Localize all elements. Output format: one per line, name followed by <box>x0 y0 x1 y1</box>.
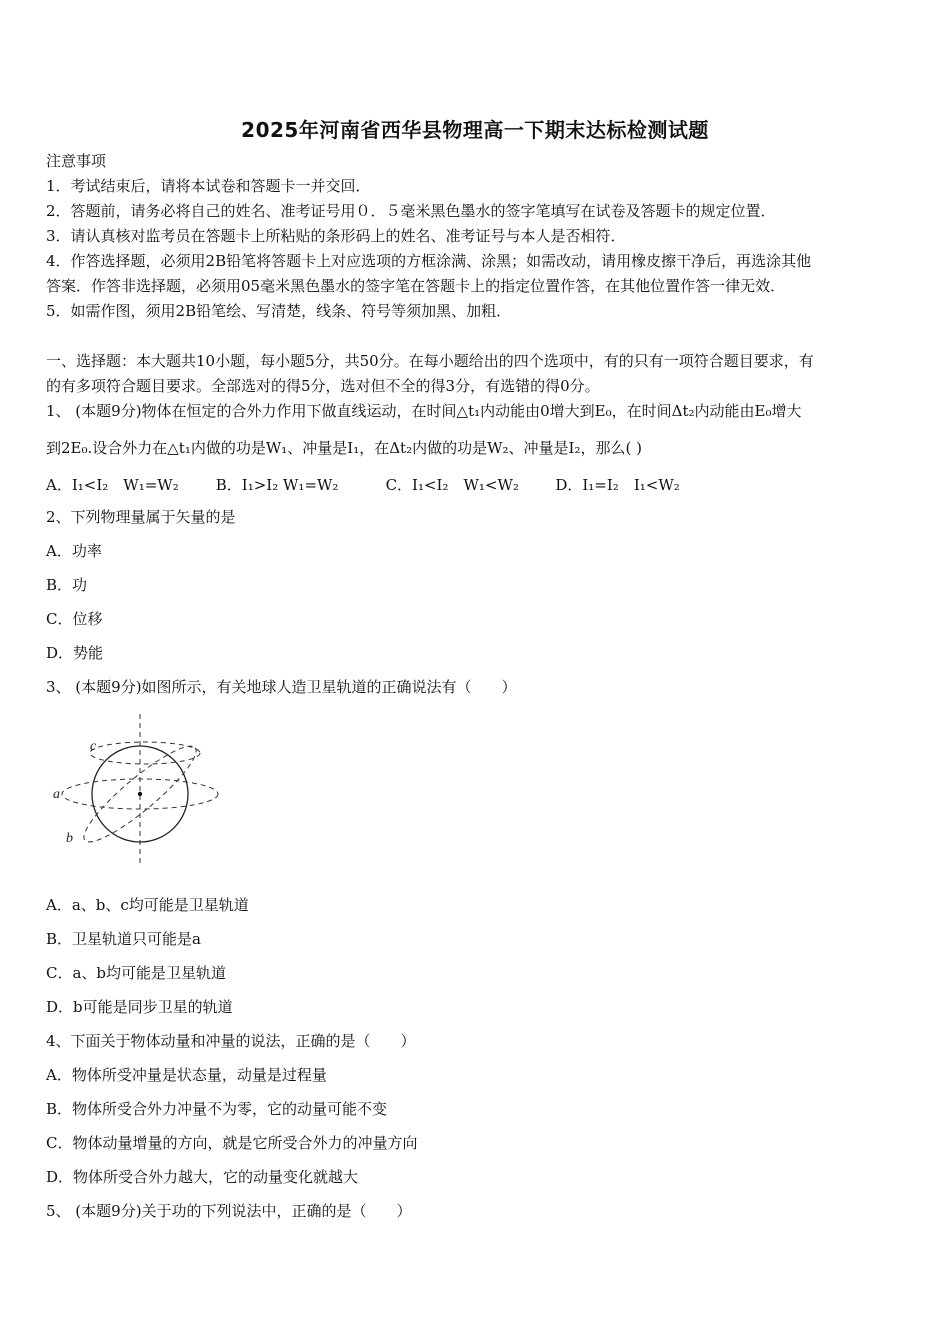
section-instructions: 一、选择题：本大题共10小题，每小题5分，共50分。在每小题给出的四个选项中，有的只有一项符合题目要求，有 <box>46 352 814 370</box>
question-1-stem: 1、 (本题9分)物体在恒定的合外力作用下做直线运动，在时间△t₁内动能由0增大到E₀，在时间Δt₂内动能由E₀增大 <box>46 402 802 420</box>
question-1-options <box>46 474 680 495</box>
question-5-stem: 5、 (本题9分)关于功的下列说法中，正确的是（ ） <box>46 1202 412 1220</box>
option-d[interactable]: D．物体所受合外力越大，它的动量变化就越大 <box>46 1168 359 1186</box>
option-c[interactable]: C．位移 <box>46 610 103 628</box>
option-d[interactable]: D．势能 <box>46 644 104 662</box>
option-d[interactable]: D．I₁=I₂ I₁<W₂ <box>555 476 680 494</box>
notice-item: 3．请认真核对监考员在答题卡上所粘贴的条形码上的姓名、准考证号与本人是否相符． <box>46 227 626 245</box>
option-b[interactable]: B．功 <box>46 576 88 594</box>
option-b[interactable]: B．物体所受合外力冲量不为零，它的动量可能不变 <box>46 1100 388 1118</box>
section-instructions-cont: 的有多项符合题目要求。全部选对的得5分，选对但不全的得3分，有选错的得0分。 <box>46 377 600 395</box>
satellite-orbit-figure <box>50 714 225 869</box>
notice-item: 4．作答选择题，必须用2B铅笔将答题卡上对应选项的方框涂满、涂黑；如需改动，请用橡皮擦干净后，再选涂其他 <box>46 252 812 270</box>
option-d[interactable]: D．b可能是同步卫星的轨道 <box>46 998 233 1016</box>
question-2-stem: 2、下列物理量属于矢量的是 <box>46 508 236 526</box>
page-title: 2025年河南省西华县物理高一下期末达标检测试题 <box>241 118 709 142</box>
option-b[interactable]: B．卫星轨道只可能是a <box>46 930 201 948</box>
option-a[interactable]: A．功率 <box>46 542 102 560</box>
label-a: a <box>53 787 60 802</box>
option-a[interactable]: A．a、b、c均可能是卫星轨道 <box>46 896 249 914</box>
notice-item: 1．考试结束后，请将本试卷和答题卡一并交回． <box>46 177 371 195</box>
option-c[interactable]: C．I₁<I₂ W₁<W₂ <box>385 476 519 494</box>
option-c[interactable]: C．物体动量增量的方向，就是它所受合外力的冲量方向 <box>46 1134 418 1152</box>
question-3-stem: 3、 (本题9分)如图所示，有关地球人造卫星轨道的正确说法有（ ） <box>46 678 517 696</box>
notice-item: 2．答题前，请务必将自己的姓名、准考证号用０．５毫米黑色墨水的签字笔填写在试卷及答题卡的规定位置． <box>46 202 776 220</box>
orbit-c <box>90 742 200 764</box>
option-c[interactable]: C．a、b均可能是卫星轨道 <box>46 964 227 982</box>
option-a[interactable]: A．物体所受冲量是状态量，动量是过程量 <box>46 1066 327 1084</box>
question-1-stem-cont: 到2E₀.设合外力在△t₁内做的功是W₁、冲量是I₁，在Δt₂内做的功是W₂、冲量是I₂，那么( ) <box>46 439 642 457</box>
option-a[interactable]: A．I₁<I₂ W₁=W₂ <box>46 476 179 494</box>
label-b: b <box>66 831 73 846</box>
notice-item: 答案．作答非选择题，必须用05毫米黑色墨水的签字笔在答题卡上的指定位置作答，在其他位置作答一律无效． <box>46 277 786 295</box>
notice-heading: 注意事项 <box>46 152 107 170</box>
earth-center <box>138 792 142 796</box>
notice-item: 5．如需作图，须用2B铅笔绘、写清楚，线条、符号等须加黑、加粗． <box>46 302 512 320</box>
label-c: c <box>90 739 97 754</box>
option-b[interactable]: B．I₁>I₂ W₁=W₂ <box>215 476 339 494</box>
question-4-stem: 4、下面关于物体动量和冲量的说法，正确的是（ ） <box>46 1032 416 1050</box>
